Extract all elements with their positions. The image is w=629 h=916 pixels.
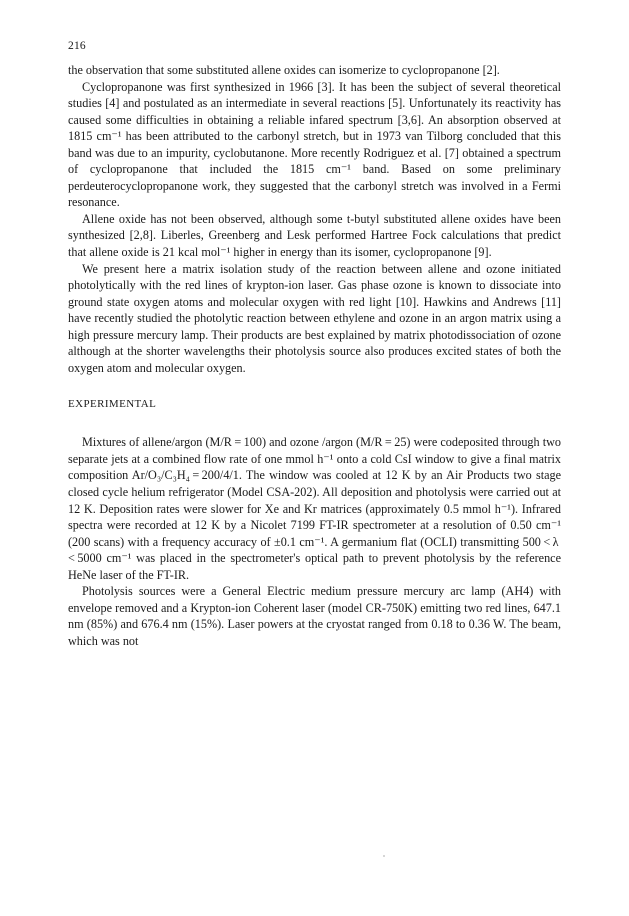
section-heading-experimental: EXPERIMENTAL (68, 398, 157, 411)
page-number: 216 (68, 40, 86, 52)
paragraph-photolysis-sources: Photolysis sources were a General Electric medium pressure mercury arc lamp (AH4) with envelope removed and a Krypton-ion Coherent laser (model CR-750K) emitting two red lines, 647.1 nm (85%) and 676.4 nm (15%). Laser powers at the cryostat ranged from 0.18 to 0.36 W. The beam, which was not (68, 584, 561, 648)
paragraph-continuation: the observation that some substituted allene oxides can isomerize to cyclopropanone [2]. (68, 63, 500, 77)
paragraph-present-study: We present here a matrix isolation study of the reaction between allene and ozone initiated photolytically with the red lines of krypton-ion laser. Gas phase ozone is known to dissociate into ground state oxygen atoms and molecular oxygen with red light [10]. Hawkins and Andrews [11] have recently studied the photolytic reaction between ethylene and ozone in an argon matrix using a high pressure mercury lamp. Their products are best explained by matrix photodissociation of ozone although at the shorter wavelengths their photolysis source also produces excited states of both the oxygen atom and molecular oxygen. (68, 261, 561, 375)
page (68, 40, 561, 650)
paragraph-cyclopropanone: Cyclopropanone was first synthesized in 1966 [3]. It has been the subject of several theoretical studies [4] and postulated as an intermediate in several reactions [5]. Unfortunately its reactivity has caused some difficulties in obtaining a reliable infared spectrum [3,6]. An absorption observed at 1815 cm⁻¹ has been attributed to the carbonyl stretch, but in 1973 van Tilborg concluded that this band was due to an impurity, cyclobutanone. More recently Rodriguez et al. [7] obtained a spectrum of cyclopropanone that included the 1815 cm⁻¹ band. Based on some preliminary perdeuterocyclopropanone work, they suggested that the carbonyl stretch was involved in a Fermi resonance. (68, 79, 561, 210)
scan-speck (383, 855, 385, 857)
paragraph-allene-oxide: Allene oxide has not been observed, although some t-butyl substituted allene oxides have been synthesized [2,8]. Liberles, Greenberg and Lesk performed Hartree Fock calculations that predict that allene oxide is 21 kcal mol⁻¹ higher in energy than its isomer, cyclopropanone [9]. (68, 211, 561, 260)
paragraph-mixtures: Mixtures of allene/argon (M/R = 100) and ozone /argon (M/R = 25) were codeposited through two separate jets at a combined flow rate of one mmol h⁻¹ onto a cold CsI window to give a final matrix composition Ar/O₃/C₃H₄ = 200/4/1. The window was cooled at 12 K by an Air Products two stage closed cycle helium refrigerator (Model CSA-202). All deposition and photolysis were carried out at 12 K. Deposition rates were slower for Xe and Kr matrices (approximately 0.5 mmol h⁻¹). Infrared spectra were recorded at 12 K by a Nicolet 7199 FT-IR spectrometer at a resolution of 0.50 cm⁻¹ (200 scans) with a frequency accuracy of ±0.1 cm⁻¹. A germanium flat (OCLI) transmitting 500 < λ < 5000 cm⁻¹ was placed in the spectrometer's optical path to prevent photolysis by the reference HeNe laser of the FT-IR. (68, 435, 561, 582)
